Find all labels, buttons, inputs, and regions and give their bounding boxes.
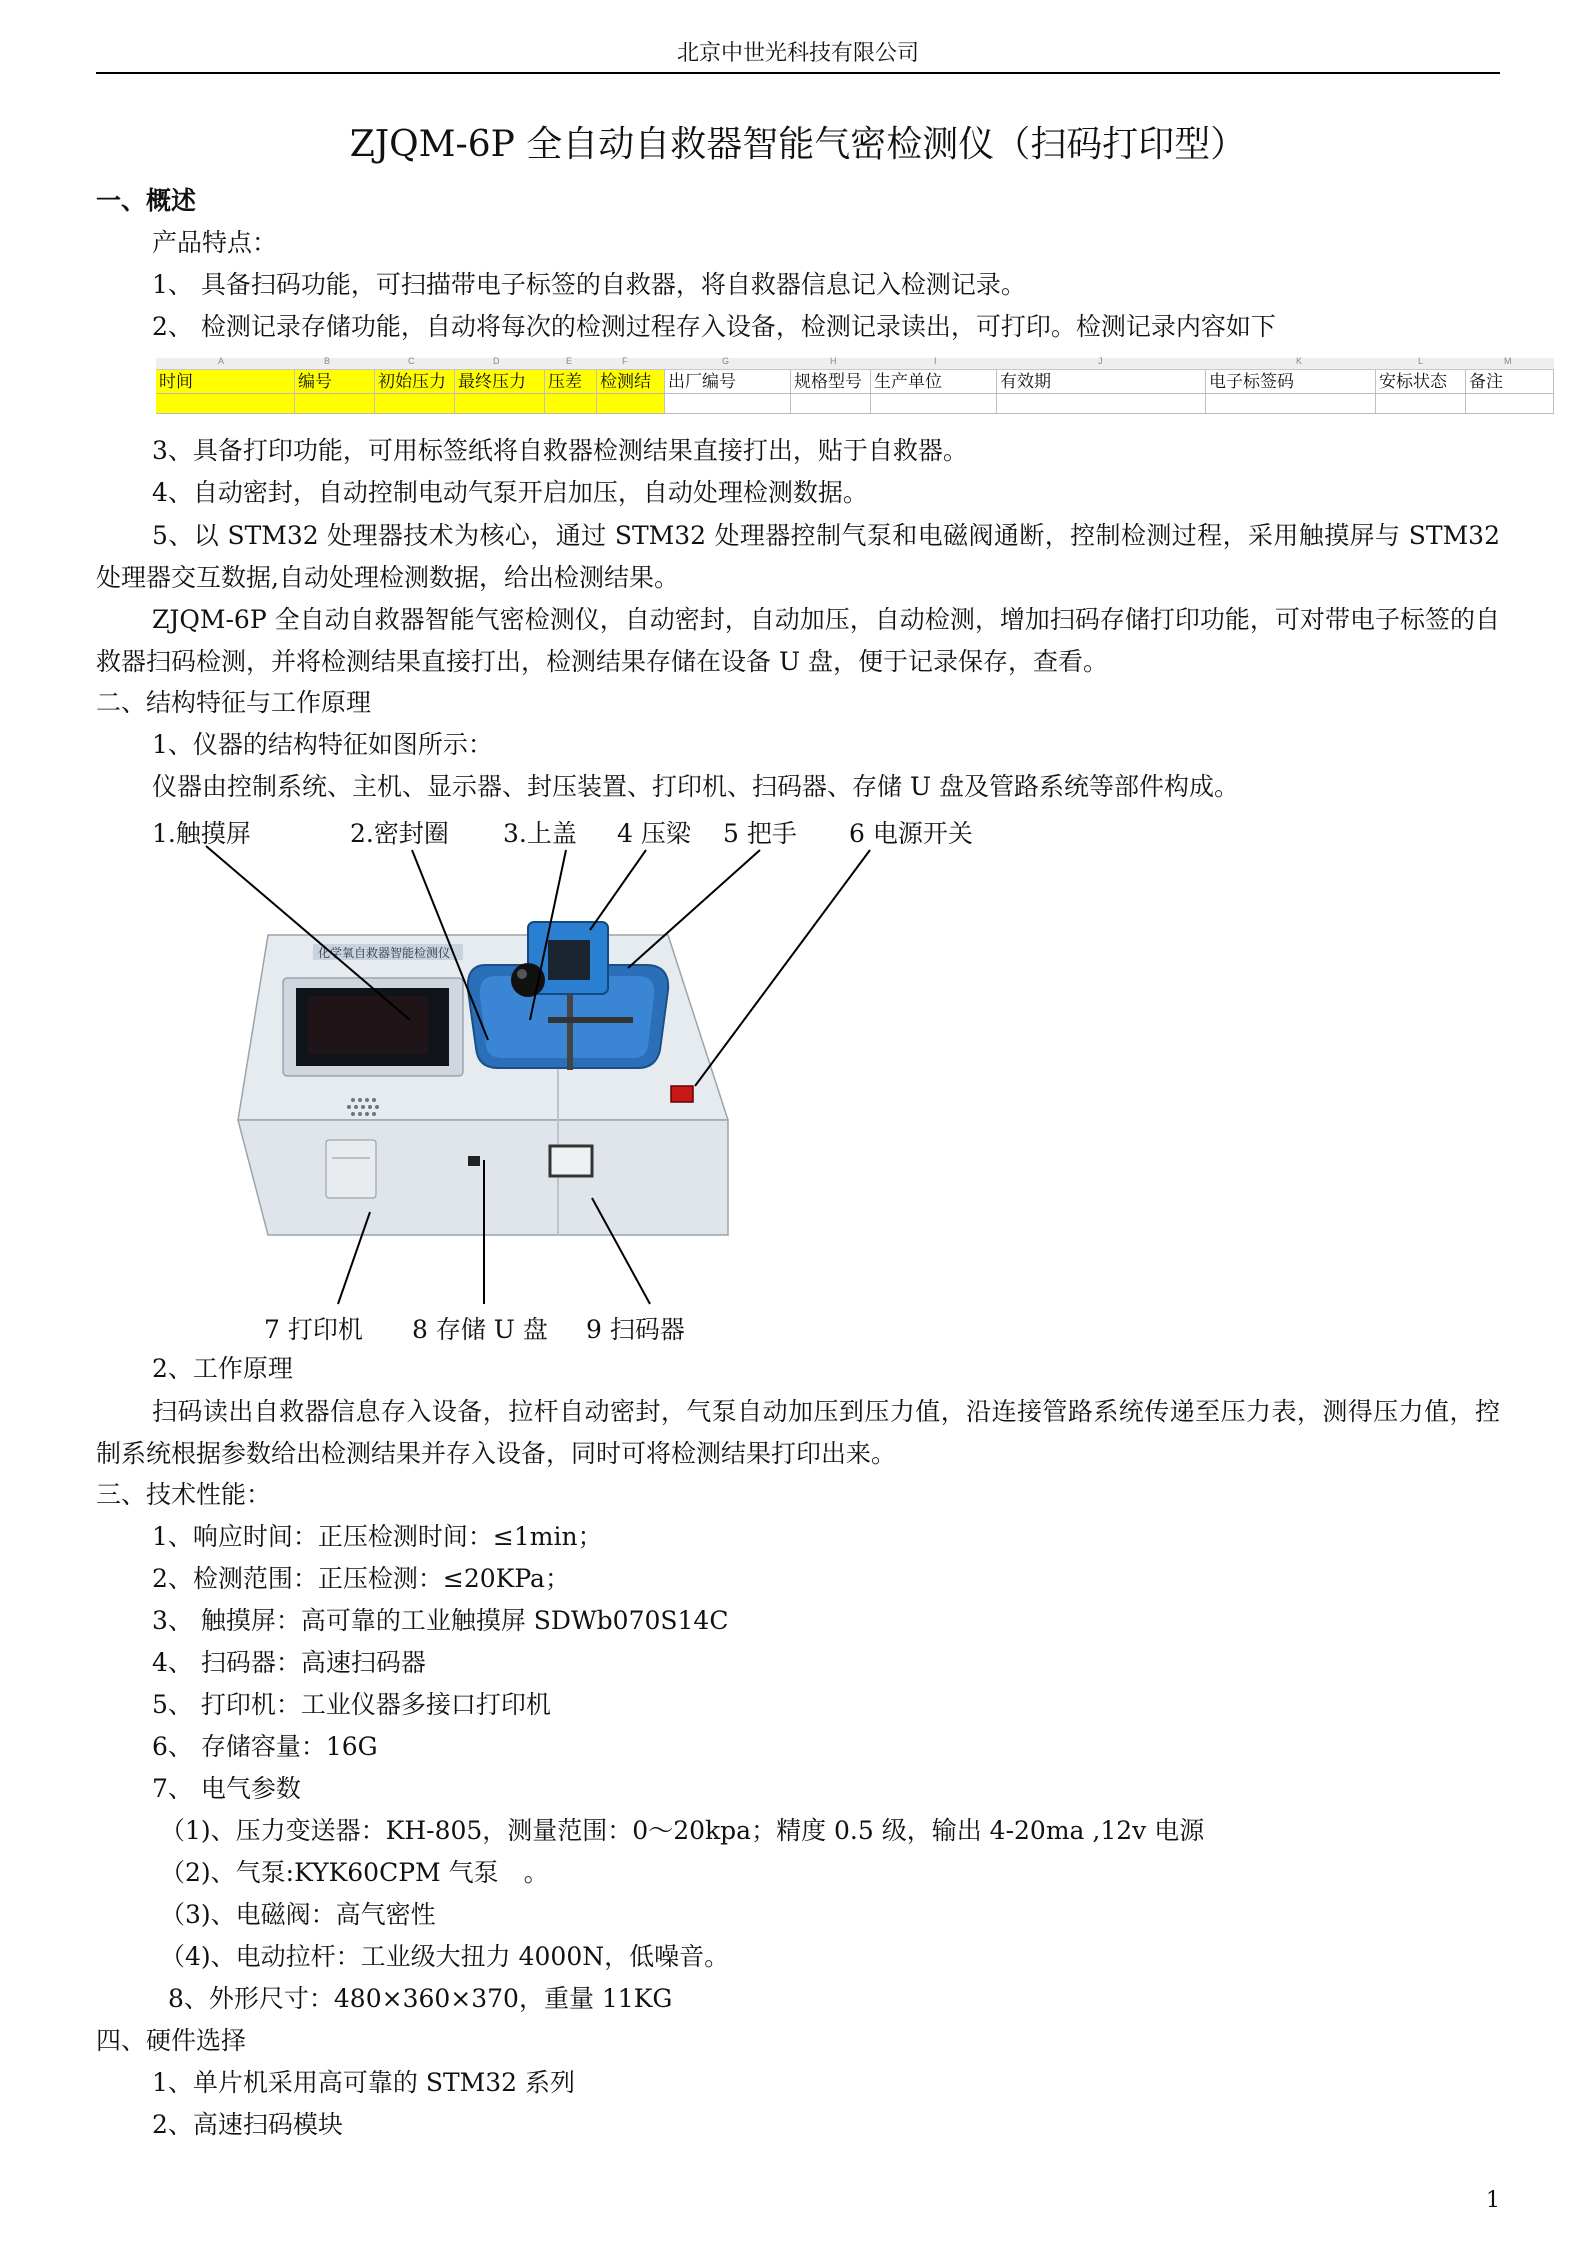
section1-heading: 一、概述	[96, 186, 197, 215]
col-letter: H	[830, 356, 837, 366]
spec-item-dimensions: 8、外形尺寸：480×360×370，重量 11KG	[168, 1984, 673, 2013]
label-scanner: 9 扫码器	[586, 1315, 685, 1344]
summary-paragraph: ZJQM-6P 全自动自救器智能气密检测仪，自动密封，自动加压，自动检测，增加扫码存储打印功能，可对带电子标签的自救器扫码检测，并将检测结果直接打出，检测结果存储在设备 U 盘，便于记录保存，查看。	[96, 605, 1500, 676]
sheet-cell: 备注	[1466, 370, 1554, 393]
col-letter: B	[324, 356, 331, 366]
sheet-cell: 安标状态	[1376, 370, 1466, 393]
col-letter: C	[408, 356, 415, 366]
structure-subheading: 1、仪器的结构特征如图所示：	[152, 730, 493, 759]
sheet-cell: 检测结	[597, 370, 665, 393]
sheet-cell: 出厂编号	[665, 370, 791, 393]
spec-item: 5、 打印机：工业仪器多接口打印机	[152, 1690, 551, 1719]
spec-item: 4、 扫码器：高速扫码器	[152, 1648, 426, 1677]
spec-item: 3、 触摸屏：高可靠的工业触摸屏 SDWb070S14C	[152, 1606, 729, 1635]
spec-item: 7、 电气参数	[152, 1774, 301, 1803]
feature-item-3: 3、具备打印功能，可用标签纸将自救器检测结果直接打出，贴于自救器。	[152, 436, 968, 465]
label-handle: 5 把手	[723, 819, 797, 848]
spec-subitem: （4)、电动拉杆：工业级大扭力 4000N，低噪音。	[160, 1942, 730, 1971]
feature-item-2: 2、 检测记录存储功能，自动将每次的检测过程存入设备，检测记录读出，可打印。检测记录内容如下	[152, 312, 1276, 341]
hardware-item: 2、高速扫码模块	[152, 2110, 343, 2139]
structure-description: 仪器由控制系统、主机、显示器、封压装置、打印机、扫码器、存储 U 盘及管路系统等部件构成。	[152, 772, 1239, 801]
sheet-cell: 压差	[545, 370, 597, 393]
sheet-cell: 电子标签码	[1206, 370, 1376, 393]
col-letter: A	[218, 356, 225, 366]
label-seal-ring: 2.密封圈	[350, 819, 449, 848]
label-printer: 7 打印机	[264, 1315, 363, 1344]
sheet-cell: 初始压力	[375, 370, 455, 393]
sheet-cell: 时间	[156, 370, 295, 393]
feature-item-5: 5、以 STM32 处理器技术为核心，通过 STM32 处理器控制气泵和电磁阀通断，控制检测过程，采用触摸屏与 STM32 处理器交互数据,自动处理检测数据，给出检测结果。	[96, 521, 1500, 592]
feature-item-1: 1、 具备扫码功能，可扫描带电子标签的自救器，将自救器信息记入检测记录。	[152, 270, 1026, 299]
principle-subheading: 2、工作原理	[152, 1354, 293, 1383]
col-letter: F	[622, 356, 628, 366]
label-press-beam: 4 压梁	[617, 819, 691, 848]
col-letter: M	[1504, 356, 1512, 366]
col-letter: E	[566, 356, 573, 366]
col-letter: G	[722, 356, 730, 366]
spec-item: 6、 存储容量：16G	[152, 1732, 378, 1761]
section4-heading: 四、硬件选择	[96, 2026, 247, 2055]
label-power-switch: 6 电源开关	[849, 819, 973, 848]
section2-heading: 二、结构特征与工作原理	[96, 688, 372, 717]
feature-item-4: 4、自动密封，自动控制电动气泵开启加压，自动处理检测数据。	[152, 478, 868, 507]
sheet-cell: 生产单位	[871, 370, 997, 393]
spec-subitem: （2)、气泵:KYK60CPM 气泵 。	[160, 1858, 549, 1887]
principle-paragraph: 扫码读出自救器信息存入设备，拉杆自动密封，气泵自动加压到压力值，沿连接管路系统传递至压力表，测得压力值，控制系统根据参数给出检测结果并存入设备，同时可将检测结果打印出来。	[96, 1397, 1500, 1468]
page-header: 北京中世光科技有限公司	[676, 41, 919, 66]
col-letter: I	[934, 356, 937, 366]
label-usb-storage: 8 存储 U 盘	[412, 1315, 548, 1344]
spec-item: 2、检测范围：正压检测：≤20KPa；	[152, 1564, 570, 1593]
col-letter: K	[1296, 356, 1303, 366]
col-letter: J	[1098, 356, 1103, 366]
spec-item: 1、响应时间：正压检测时间：≤1min；	[152, 1522, 603, 1551]
features-label: 产品特点：	[152, 228, 278, 257]
spec-subitem: （3)、电磁阀：高气密性	[160, 1900, 436, 1929]
sheet-cell: 最终压力	[455, 370, 545, 393]
col-letter: D	[493, 356, 500, 366]
hardware-item: 1、单片机采用高可靠的 STM32 系列	[152, 2068, 576, 2097]
device-label: 化学氧自救器智能检测仪	[318, 946, 451, 960]
spec-subitem: （1)、压力变送器：KH-805，测量范围：0～20kpa；精度 0.5 级，输出 4-20ma ,12v 电源	[160, 1816, 1205, 1845]
label-touchscreen: 1.触摸屏	[152, 819, 251, 848]
sheet-cell: 规格型号	[791, 370, 871, 393]
label-top-cover: 3.上盖	[503, 819, 577, 848]
col-letter: L	[1418, 356, 1424, 366]
sheet-cell: 有效期	[997, 370, 1206, 393]
document-title: ZJQM-6P 全自动自救器智能气密检测仪（扫码打印型）	[349, 124, 1247, 165]
page-number: 1	[1486, 2188, 1500, 2213]
section3-heading: 三、技术性能：	[96, 1480, 272, 1509]
sheet-cell: 编号	[295, 370, 375, 393]
